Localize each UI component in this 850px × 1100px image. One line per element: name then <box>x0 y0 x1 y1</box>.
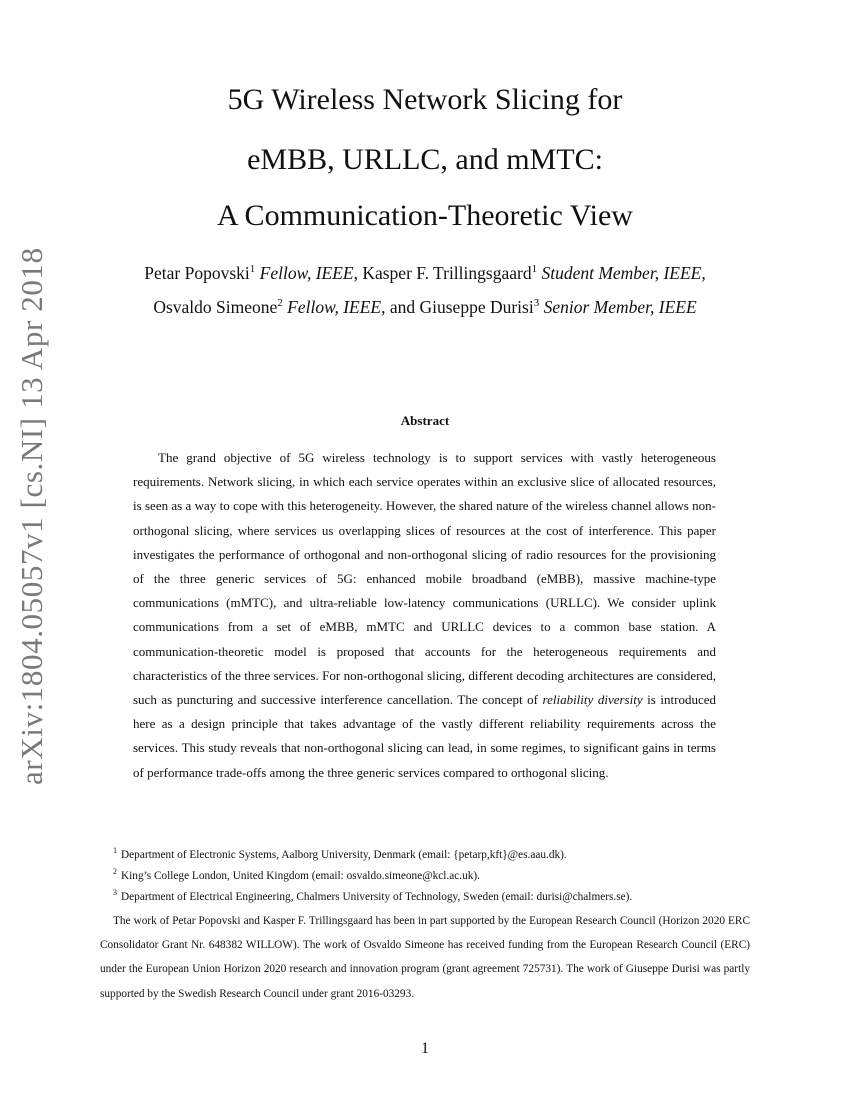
abstract-emphasis: reliability diversity <box>542 692 643 708</box>
author-line-1 <box>0 262 850 284</box>
affiliation-mark: 2 <box>277 297 283 309</box>
author-role: Fellow, IEEE <box>287 297 382 317</box>
author-role: Student Member, IEEE, <box>541 263 706 283</box>
footnote-text: Department of Electronic Systems, Aalborg University, Denmark (email: {petarp,kft}@es.aau.dk). <box>121 849 567 861</box>
acknowledgment-paragraph: The work of Petar Popovski and Kasper F. Trillingsgaard has been in part supported by the European Research Council (Horizon 2020 ERC Consolidator Grant Nr. 648382 WILLOW). The work of Osvaldo Simeone has received funding from the European Research Council (ERC) under the European Union Horizon 2020 research and innovation program (grant agreement 725731). The work of Giuseppe Durisi was partly supported by the Swedish Research Council under grant 2016-03293. <box>100 915 750 1000</box>
affiliation-mark: 1 <box>249 263 256 275</box>
abstract-text: The grand objective of 5G wireless technology is to support services with vastly heterogeneous requirements. Network slicing, in which each service operates within an exclusive slice of allocated resources, is seen as a way to cope with this heterogeneity. However, the shared nature of the wireless channel allows non-orthogonal slicing, where services us overlapping slices of resources at the cost of interference. This paper investigates the performance of orthogonal and non-orthogonal slicing of radio resources for the provisioning of the three generic services of 5G: enhanced mobile broadband (eMBB), massive machine-type communications (mMTC), and ultra-reliable low-latency communications (URLLC). We consider uplink communications from a set of eMBB, mMTC and URLLC devices to a common base station. A communication-theoretic model is proposed that accounts for the heterogeneous requirements and characteristics of the three services. For non-orthogonal slicing, different decoding architectures are considered, such as puncturing and successive interference cancellation. The concept of <box>133 450 716 708</box>
author-simeone: Osvaldo Simeone <box>153 297 278 317</box>
affiliation-mark: 3 <box>533 297 540 309</box>
page-number: 1 <box>421 1040 429 1057</box>
title-line-1: 5G Wireless Network Slicing for <box>227 83 623 116</box>
footnote-2 <box>113 866 480 887</box>
footnote-mark: 1 <box>113 846 117 855</box>
footnote-text: Department of Electrical Engineering, Chalmers University of Technology, Sweden (email: durisi@chalmers.se). <box>121 891 633 903</box>
abstract-heading: Abstract <box>400 413 450 428</box>
author-role: Fellow, IEEE <box>259 263 354 283</box>
arxiv-identifier-stamp: arXiv:1804.05057v1 [cs.NI] 13 Apr 2018 <box>14 247 49 785</box>
author-role: Senior Member, IEEE <box>543 297 697 317</box>
title-line-2: eMBB, URLLC, and mMTC: <box>247 143 603 176</box>
footnote-text: King’s College London, United Kingdom (email: osvaldo.simeone@kcl.ac.uk). <box>121 870 480 882</box>
author-durisi: , and Giuseppe Durisi <box>381 297 534 317</box>
title-line-3: A Communication-Theoretic View <box>217 199 633 232</box>
abstract-text: is introduced here as a design principle that takes advantage of the vastly different reliability requirements across the services. This study reveals that non-orthogonal slicing can lead, in some regimes, to significant gains in terms of performance trade-offs among the three generic services compared to orthogonal slicing. <box>133 692 716 780</box>
footnote-1 <box>113 845 567 866</box>
footnote-mark: 3 <box>113 888 117 897</box>
footnote-3 <box>113 887 632 908</box>
footnote-mark: 2 <box>113 867 117 876</box>
affiliation-mark: 1 <box>531 263 538 275</box>
author-line-2 <box>0 296 850 318</box>
author-trillingsgaard: , Kasper F. Trillingsgaard <box>353 263 532 283</box>
abstract-body <box>133 446 716 785</box>
author-popovski: Petar Popovski <box>144 263 250 283</box>
